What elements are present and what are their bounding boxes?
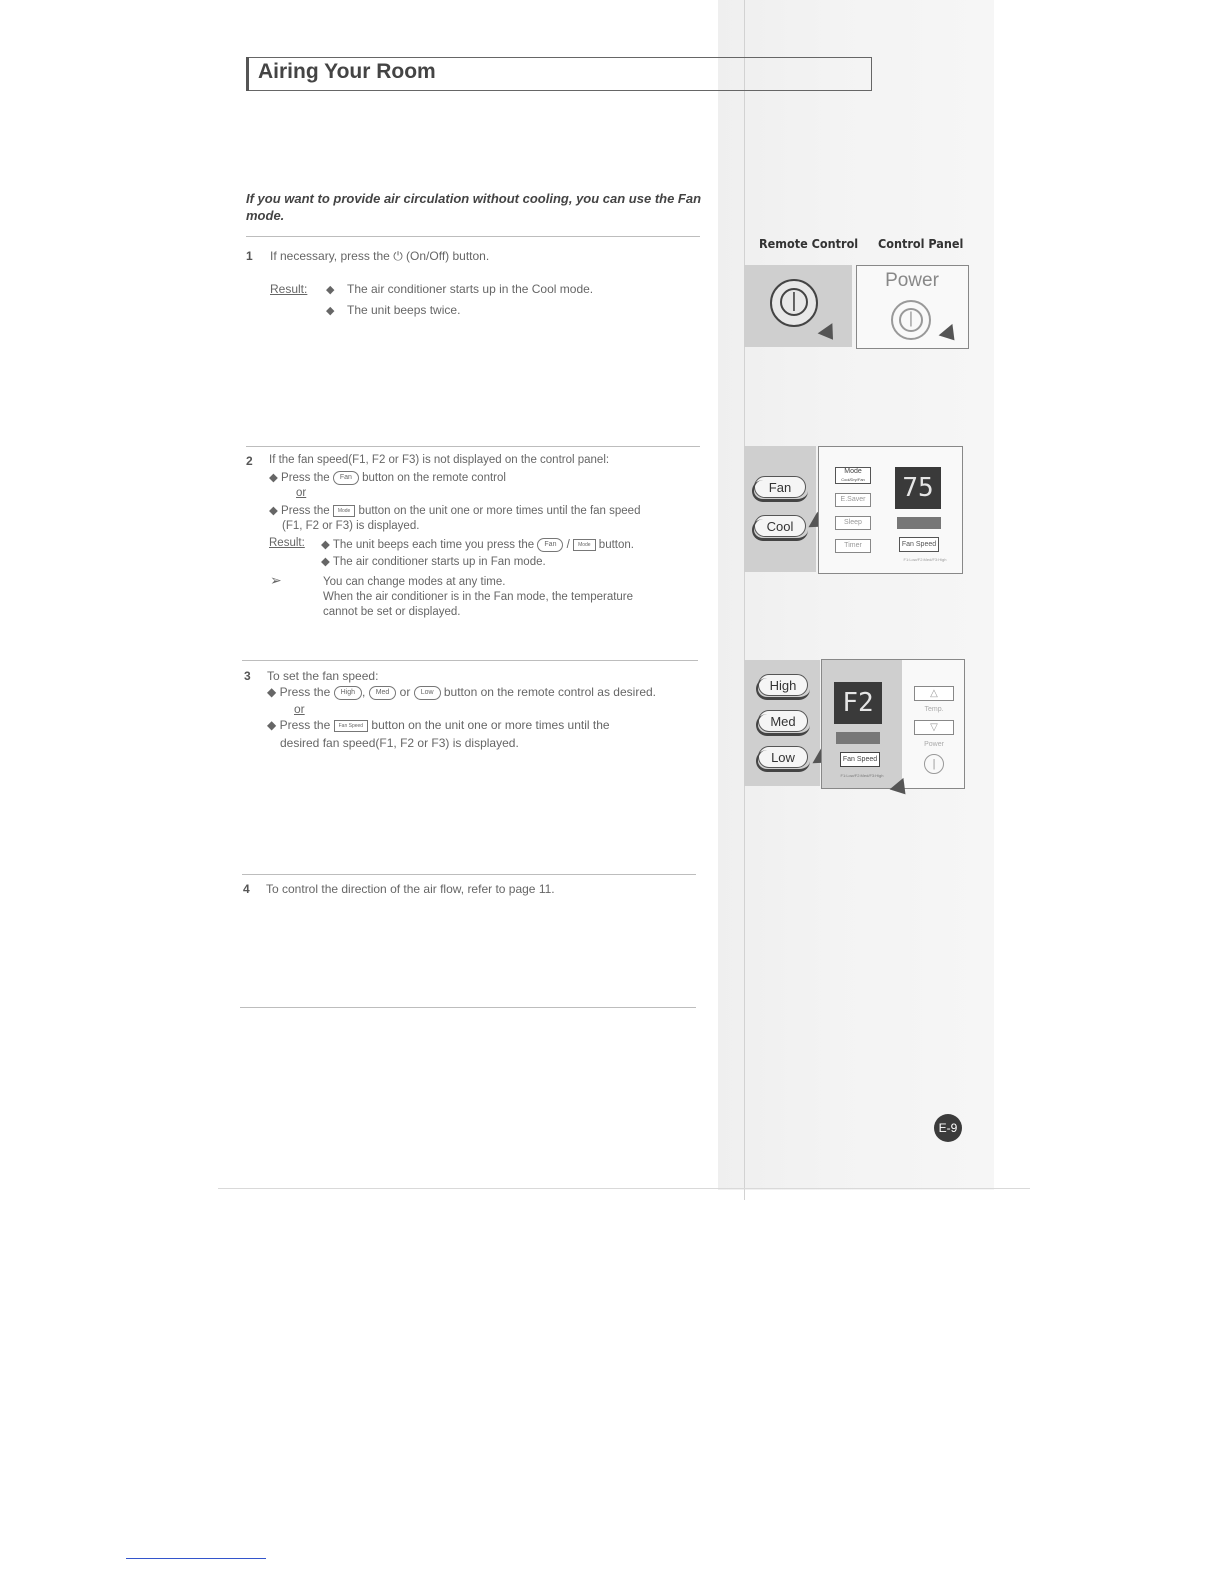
panel-speed-figure [821,659,965,789]
remote-low-button: Low [758,746,808,768]
power-icon: ⏻ [393,249,403,263]
panel-lcd-display: F2 [834,682,882,724]
med-pill-icon: Med [369,686,397,700]
step1-result-2: The unit beeps twice. [347,303,461,317]
control-panel-heading: Control Panel [878,236,964,251]
step2-note-2: When the air conditioner is in the Fan mode, the temperature [323,591,634,603]
panel-mode-label: Mode [844,468,862,475]
step1-text-a: If necessary, press the [270,249,390,263]
step2-press-label-2: ◆ Press the [269,505,330,517]
step2-unit-suffix: button on the unit one or more times until the fan speed [358,505,641,517]
panel-temp-up-button: △ [914,686,954,701]
step3-remote-suffix: button on the remote control as desired. [443,685,657,699]
step2-remote-instruction [269,470,506,485]
step2-or: or [296,487,307,499]
arrow-pointer-icon [939,324,962,346]
panel-indicator-strip [836,732,880,744]
panel-power-figure [856,265,969,349]
rule-step3 [242,660,698,661]
panel-timer-button: Timer [835,539,871,553]
mode-button-icon: Mode [573,539,596,551]
column-divider [744,0,745,1200]
step2-result-1a: ◆ The unit beeps each time you press the [321,539,535,551]
panel-fan-speed-legend: F1:Low/F2:Med/F3:High [840,773,884,778]
rule-step4 [242,874,696,875]
remote-cool-button: Cool [754,515,806,537]
step2-unit-instruction [269,503,640,517]
panel-mode-button [835,467,871,484]
step1-result-1: The air conditioner starts up in the Cool mode. [347,282,594,296]
step3-remote-instruction [267,685,656,700]
step2-text: If the fan speed(F1, F2 or F3) is not displayed on the control panel: [269,454,610,466]
panel-fan-speed-button: Fan Speed [899,537,939,552]
rule-step1 [246,236,700,237]
panel-fan-speed-button: Fan Speed [840,752,880,767]
mode-button-icon: Mode [333,505,356,517]
step3-number: 3 [244,669,251,683]
power-icon: | [924,754,944,774]
power-icon: | [780,288,808,316]
step4-number: 4 [243,882,250,896]
footer-link-line [126,1558,266,1559]
intro-text: If you want to provide air circulation without cooling, you can use the Fan mode. [246,191,702,223]
step1-text [270,249,489,264]
step3-unit-suffix: button on the unit one or more times until the [371,718,610,732]
note-arrow-icon: ➢ [270,572,282,588]
panel-temp-label: Temp. [924,706,944,713]
panel-esaver-button: E.Saver [835,493,871,507]
remote-power-button [770,279,818,327]
fan-speed-button-icon: Fan Speed [334,720,368,732]
panel-sleep-button: Sleep [835,516,871,530]
remote-high-button: High [758,674,808,696]
low-pill-icon: Low [414,686,441,700]
step2-result-1b: / [566,539,570,551]
remote-med-button: Med [758,710,808,732]
panel-speed-shade [822,660,902,788]
remote-mode-figure [744,446,816,572]
side-column-background [718,0,994,1190]
high-pill-icon: High [334,686,362,700]
fan-pill-icon: Fan [537,538,563,552]
page-number-badge: E-9 [934,1114,962,1142]
step2-result-label: Result: [269,537,305,549]
step2-result-1c: button. [598,539,634,551]
page-bottom-rule [218,1188,1030,1189]
step2-press-label: ◆ Press the [269,472,330,484]
arrow-pointer-icon [818,323,841,345]
bullet-diamond-icon: ◆ [326,305,335,317]
page-title: Airing Your Room [258,60,436,83]
bullet-diamond-icon: ◆ [326,284,335,296]
step3-text: To set the fan speed: [267,669,379,683]
panel-power-button [891,300,931,340]
title-accent-bar [246,57,249,91]
step1-number: 1 [246,249,253,263]
step3-unit-instruction [267,718,610,732]
panel-mode-figure [818,446,963,574]
step2-remote-suffix: button on the remote control [362,472,506,484]
fan-pill-icon: Fan [333,471,359,485]
panel-power-small-label: Power [924,741,944,748]
step3-press-label: ◆ Press the [267,685,331,699]
step1-result-label: Result: [270,282,308,296]
step3-comma: , [362,685,366,699]
step2-unit-suffix-2: (F1, F2 or F3) is displayed. [282,520,420,532]
rule-step2 [246,446,700,447]
step4-text: To control the direction of the air flow, refer to page 11. [266,882,555,896]
panel-temp-down-button: ▽ [914,720,954,735]
step2-result-2: ◆ The air conditioner starts up in Fan mode. [321,556,546,568]
step2-note-1: You can change modes at any time. [323,576,506,588]
panel-power-label: Power [885,270,939,291]
panel-indicator-strip [897,517,941,529]
step2-number: 2 [246,454,253,468]
panel-mode-sublabel: Cool/Dry/Fan [841,477,865,482]
step2-result-1 [321,537,634,552]
step3-unit-suffix-2: desired fan speed(F1, F2 or F3) is displayed. [280,736,519,750]
power-icon: | [899,308,923,332]
remote-fan-button: Fan [754,476,806,498]
remote-power-figure [744,265,852,347]
panel-lcd-display: 75 [895,467,941,509]
step2-note-3: cannot be set or displayed. [323,606,461,618]
step3-press-label-2: ◆ Press the [267,718,331,732]
step1-text-b: (On/Off) button. [406,249,490,263]
step3-or: or [294,702,305,716]
step3-or-inline: or [399,685,411,699]
remote-control-heading: Remote Control [759,236,859,251]
panel-fan-speed-legend: F1:Low/F2:Med/F3:High [903,557,947,562]
rule-end [240,1007,696,1008]
